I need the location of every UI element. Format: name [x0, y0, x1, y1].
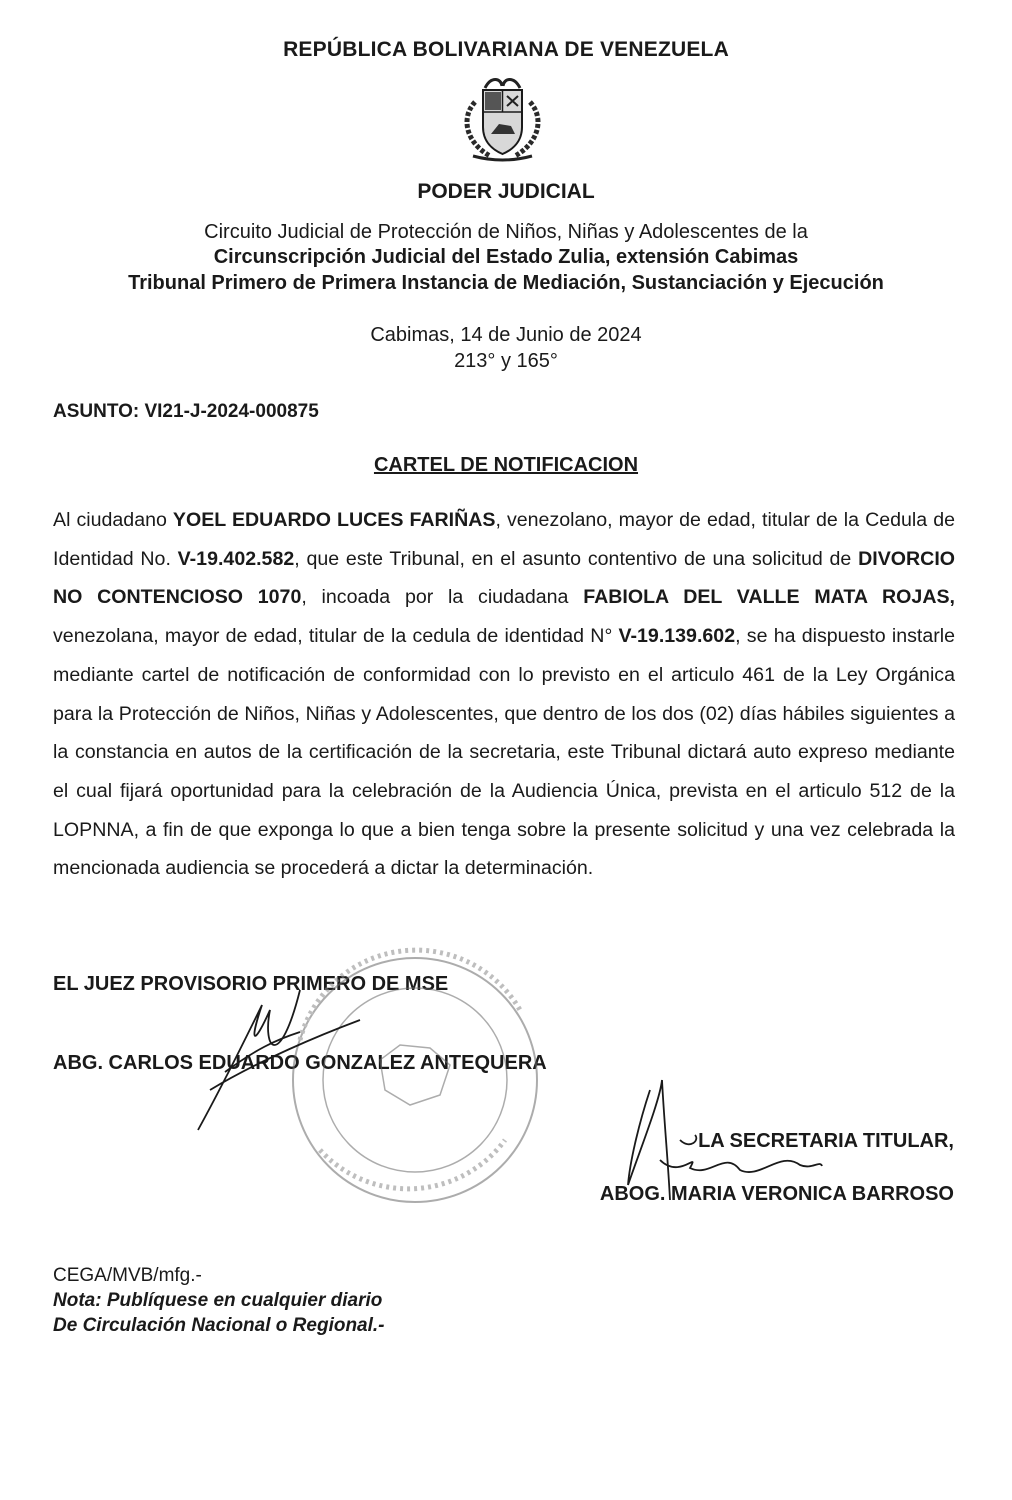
- publication-note-line-2: De Circulación Nacional o Regional.-: [53, 1315, 385, 1336]
- independence-years: 213° y 165°: [454, 350, 558, 372]
- circuit-line-3: Tribunal Primero de Primera Instancia de Mediación, Sustanciación y Ejecución: [128, 272, 884, 294]
- branch-heading: PODER JUDICIAL: [417, 180, 595, 203]
- document-title: CARTEL DE NOTIFICACION: [373, 454, 639, 476]
- place-date: Cabimas, 14 de Junio de 2024: [370, 324, 642, 346]
- respondent-id: V-19.402.582: [177, 547, 295, 570]
- notification-body: [53, 501, 955, 888]
- circuit-line-1: Circuito Judicial de Protección de Niños, Niñas y Adolescentes de la: [204, 221, 808, 243]
- body-text-4: , incoada por la ciudadana: [301, 586, 584, 609]
- publication-note-line-1: Nota: Publíquese en cualquier diario: [53, 1290, 383, 1311]
- body-text-6: , se ha dispuesto instarle mediante cartel de notificación de conformidad con lo previsto en el articulo 461 de la Ley Orgánica para la Protección de Niños, Niñas y Adolescentes, que dentro de los dos (02) días hábiles siguientes a la constancia en autos de la certificación de la secretaria, este Tribunal dictará auto expreso mediante el cual fijará oportunidad para la celebración de la Audiencia Única, prevista en el articulo 512 de la LOPNNA, a fin de que exponga lo que a bien tenga sobre la presente solicitud y una vez celebrada la mencionada audiencia se procederá a dictar la determinación.: [53, 625, 955, 880]
- judge-name: ABG. CARLOS EDUARDO GONZALEZ ANTEQUERA: [53, 1052, 547, 1074]
- secretary-name: ABOG. MARIA VERONICA BARROSO: [599, 1183, 954, 1205]
- body-text-5: venezolana, mayor de edad, titular de la cedula de identidad N°: [53, 625, 619, 648]
- reference-initials: CEGA/MVB/mfg.-: [53, 1265, 202, 1286]
- country-heading: REPÚBLICA BOLIVARIANA DE VENEZUELA: [283, 38, 729, 61]
- circuit-line-2: Circunscripción Judicial del Estado Zulia, extensión Cabimas: [213, 246, 799, 268]
- body-text-1: Al ciudadano: [53, 509, 173, 531]
- applicant-id: V-19.139.602: [618, 625, 736, 648]
- respondent-name: YOEL EDUARDO LUCES FARIÑAS: [172, 509, 496, 531]
- secretary-title: LA SECRETARIA TITULAR,: [698, 1130, 954, 1152]
- applicant-name: FABIOLA DEL VALLE MATA ROJAS,: [583, 586, 955, 609]
- case-type: DIVORCIO NO CONTENCIOSO 1070: [53, 547, 955, 609]
- coat-of-arms-icon: [455, 72, 550, 164]
- judge-title: EL JUEZ PROVISORIO PRIMERO DE MSE: [53, 973, 449, 995]
- body-text-3: , que este Tribunal, en el asunto contentivo de una solicitud de: [294, 547, 859, 570]
- case-number: ASUNTO: VI21-J-2024-000875: [53, 401, 319, 422]
- body-text-2: , venezolano, mayor de edad, titular de la Cedula de Identidad No.: [53, 509, 955, 570]
